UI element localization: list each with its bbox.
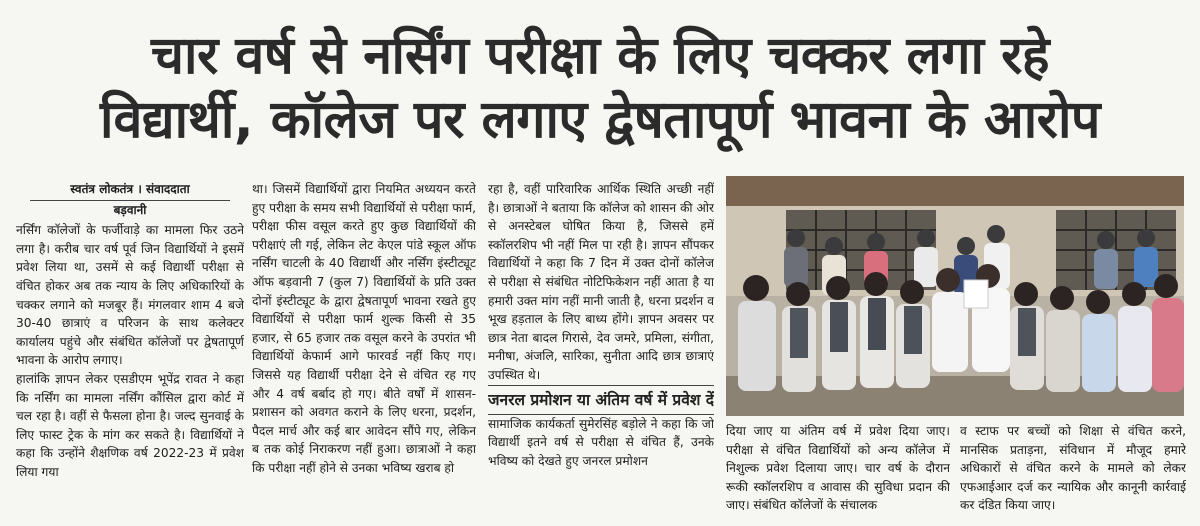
news-photo: [726, 176, 1184, 416]
article-column-1: [16, 180, 244, 526]
article-column-3: [488, 180, 714, 526]
headline: [0, 0, 1200, 176]
paragraph: व स्टाफ पर बच्चों को शिक्षा से वंचित करने, मानसिक प्रताड़ना, संविधान में मौजूद हमारे अधिकारों से वंचित करने के मामले को लेकर एफआईआर दर्ज कर न्यायिक और कानूनी कार्रवाई कर दंडित किया जाए।: [960, 424, 1186, 513]
paragraph: नर्सिंग कॉलेजों के फर्जीवाड़े का मामला फिर उठने लगा है। करीब चार वर्ष पूर्व जिन विद्यार्थियों ने इसमें प्रवेश लिया था, उसमें से कई विद्यार्थी परीक्षा से वंचित होकर अब तक न्याय के लिए अधिकारियों के चक्कर लगाने को मजबूर हैं। मंगलवार शाम 4 बजे 30-40 छात्राएं व परिजन के साथ कलेक्टर कार्यालय पहुंचे और संबंधित कॉलेजों पर द्वेषतापूर्ण भावना के आरोप लगाए।: [16, 223, 244, 368]
paragraph: हालांकि ज्ञापन लेकर एसडीएम भूपेंद्र रावत ने कहा कि नर्सिंग का मामला नर्सिंग कौंसिल द्वारा कोर्ट में चल रहा है। वहीं से फैसला होना है। जल्द सुनवाई के लिए फास्ट ट्रेक के मांग कर सकते है। विद्यार्थियों ने कहा कि उन्होंने शैक्षणिक वर्ष 2022-23 में प्रवेश लिया गया: [16, 371, 244, 479]
article-column-4: [726, 422, 950, 526]
paragraph: था। जिसमें विद्यार्थियों द्वारा नियमित अध्ययन करते हुए परीक्षा के समय सभी विद्यार्थियों से परीक्षा फार्म, परीक्षा फीस वसूल करते हुए कुछ विद्यार्थियों की परीक्षाएं ली गई, लेकिन लेट केएल पांडे स्कूल ऑफ नर्सिंग चाटली के 40 विद्यार्थी और नर्सिंग इंस्टीट्यूट ऑफ बड़वानी 7 (कुल 7) विद्यार्थियों के प्रति उक्त दोनों इंस्टीट्यूट के द्वारा द्वेषतापूर्ण भावना रखते हुए विद्यार्थियों से परीक्षा फार्म शुल्क किसी से 35 हजार, से 65 हजार तक वसूल करने के उपरांत भी विद्यार्थियों केफार्म आगे फारवर्ड नहीं किए गए। जिससे यह विद्यार्थी परीक्षा देने से वंचित रह गए और 4 वर्ष बर्बाद हो गए। बीते वर्षों में शासन-प्रशासन को अवगत कराने के लिए धरना, प्रदर्शन, पैदल मार्च और कई बार आवेदन सौंपे गए, लेकिन ब तक कोई निराकरण नहीं हुआ। छात्राओं ने कहा कि परीक्षा नहीं होने से उनका भविष्य खराब हो: [252, 182, 476, 475]
byline: स्वतंत्र लोकतंत्र । संवाददाता: [30, 180, 230, 201]
article-column-2: [252, 180, 476, 526]
subheading: जनरल प्रमोशन या अंतिम वर्ष में प्रवेश दें: [488, 390, 714, 409]
paragraph: रहा है, वहीं पारिवारिक आर्थिक स्थिति अच्छी नहीं है। छात्राओं ने बताया कि कॉलेज को शासन की ओर से अनस्टेबल घोषित किया है, जिससे हमें स्कॉलरशिप भी नहीं मिल पा रही है। ज्ञापन सौंपकर विद्यार्थियों ने कहा कि 7 दिन में उक्त दोनों कॉलेज से परीक्षा से संबंधित नोटिफिकेशन नहीं आता है या हमारी उक्त मांग नहीं मानी जाती है, धरना प्रदर्शन व भूख हड़ताल के लिए बाध्य होंगे। ज्ञापन अवसर पर छात्र नेता बादल गिरासे, देव जमरे, प्रमिला, संगीता, मनीषा, अंजलि, सारिका, सुनीता आदि छात्र छात्राएं उपस्थित थे।: [488, 182, 714, 382]
headline-line-2: विद्यार्थी, कॉलेज पर लगाए द्वेषतापूर्ण भावना के आरोप: [100, 90, 1100, 150]
dateline: बड़वानी: [113, 202, 147, 217]
paragraph: सामाजिक कार्यकर्ता सुमेरसिंह बड़ोले ने कहा कि जो विद्यार्थी इतने वर्ष से परीक्षा से वंचित हैं, उनके भविष्य को देखते हुए जनरल प्रमोशन: [488, 416, 714, 468]
headline-line-1: चार वर्ष से नर्सिंग परीक्षा के लिए चक्कर लगा रहे: [151, 26, 1049, 86]
article-column-5: [960, 422, 1186, 526]
paragraph: दिया जाए या अंतिम वर्ष में प्रवेश दिया जाए। परीक्षा से वंचित विद्यार्थियों को अन्य कॉलेज में निशुल्क प्रवेश दिलाया जाए। चार वर्ष के दौरान रूकी स्कॉलरशिप व आवास की सुविधा प्रदान की जाए। संबंधित कॉलेजों के संचालक: [726, 424, 950, 513]
